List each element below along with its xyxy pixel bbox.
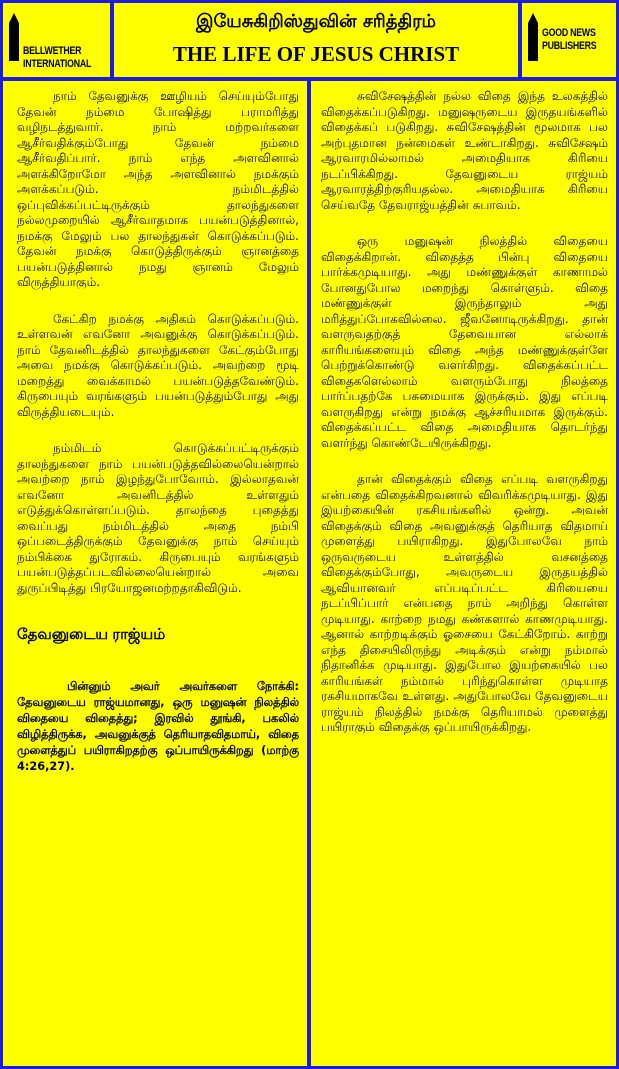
paragraph: தான் விதைக்கும் விதை எப்படி வளருகிறது என்பதை விதைக்கிறவனால் விவரிக்கமுடியாது. இது இயற்கையின் ரகசியங்களில் ஒன்று. அவன் விதைக்கும் விதை அவனுக்குத் தெரியாத விதமாய் முளைத்து பயிராகிறது. இதுபோலவே நாம் ஒருவருடைய உள்ளத்தில் வசனத்தை விதைக்கும்போது, அவருடைய இருதயத்தில் ஆவியானவர் எப்படிப்பட்ட கிரியையை நடப்பிப்பார் என்பதை நாம் அறிந்து கொள்ள முடியாது. காற்றை நமது கண்களால் காணமுடியாது. ஆனால் காற்றடிக்கும் ஓசையை கேட்கிறோம். காற்று எந்த திசையிலிருந்து அடிக்கும் என்று நம்மால் நிதானிக்க முடியாது. இதுபோல இயற்கையில் பல காரியங்கள் நம்மால் புரிந்துகொள்ள முடியாத ரகசியமாகவே உள்ளது. அதுபோலவே தேவனுடைய ராஜ்யம் நிலத்தில் நமக்கு தெரியாமல் முளைத்து பயிராகும் விதைக்கு ஒப்பாயிருக்கிறது. — [321, 472, 608, 734]
title-tamil: இயேசுகிறிஸ்துவின் சரித்திரம் — [195, 11, 437, 32]
bellwether-logo-text: BELLWETHER INTERNATIONAL — [23, 45, 92, 70]
bellwether-logo — [3, 3, 110, 77]
paragraph: நாம் தேவனுக்கு ஊழியம் செய்யும்போது தேவன் நம்மை போஷித்து பராமரித்து வழிநடத்துவார். நாம் மற்றவர்களை ஆசீர்வதிக்கும்போது தேவன் நம்மை ஆசீர்வதிப்பார். நாம் எந்த அளவினால் அளக்கிறோமோ அந்த அளவினால் நமக்கும் அளக்கப்படும். நம்மிடத்தில் ஒப்புவிக்கப்பட்டிருக்கும் தாலந்துகளை நல்லமுறையில் ஆசீர்வாதமாக பயன்படுத்தினால், நமக்கு மேலும் பல தாலந்துகள் கொடுக்கப்படும். தேவன் நமக்கு கொடுத்திருக்கும் ஞானத்தை பயன்படுத்தினால் நமது ஞானம் மேலும் விருத்தியாகும். — [17, 89, 299, 289]
paragraph: சுவிசேஷத்தின் நல்ல விதை இந்த உலகத்தில் விதைக்கப்படுகிறது. மனுஷருடைய இருதயங்களில் விதைக்கப் படுகிறது. சுவிசேஷத்தின் மூலமாக பல அற்புதமான நன்மைகள் உண்டாகிறது. சுவிசேஷம் ஆரவாரமில்லாமல் அமைதியாக கிரியை நடப்பிக்கிறது. தேவனுடைய ராஜ்யம் ஆரவாரத்திற்குரியதல்ல. அமைதியாக கிரியை செய்வதே தேவராஜ்யத்தின் சுபாவம். — [321, 89, 608, 212]
title-banner — [114, 3, 518, 77]
left-column — [3, 81, 307, 1066]
good-news-logo-text: GOOD NEWS PUBLISHERS — [542, 27, 597, 52]
bible-verse: பின்னும் அவர் அவர்களை நோக்கி: தேவனுடைய ராஜ்யமானது, ஒரு மனுஷன் நிலத்தில் விதையை விதைத்து; இரவில் தூங்கி, பகலில் விழித்திருக்க, அவனுக்குத் தெரியாதவிதமாய், விதை முளைத்துப் பயிராகிறதற்கு ஒப்பாயிருக்கிறது (மாற்கு 4:26,27). — [17, 680, 299, 773]
paragraph: நம்மிடம் கொடுக்கப்பட்டிருக்கும் தாலந்துகளை நாம் பயன்படுத்தவில்லையென்றால் அவற்றை நாம் இழந்துபோவோம். இல்லாதவன் எவனோ அவனிடத்தில் உள்ளதும் எடுத்துக்கொள்ளப்படும். தாலந்தை புதைத்து வைப்பது நம்மிடத்தில் அதை நம்பி ஒப்படைத்திருக்கும் தேவனுக்கு நாம் செய்யும் நம்பிக்கை துரோகம். கிருபையும் வரங்களும் பயன்படுத்தப்படவில்லையென்றால் அவை துருப்பிடித்து பிரயோஜனமற்றதாகிவிடும். — [17, 441, 299, 595]
section-heading: தேவனுடைய ராஜ்யம் — [17, 626, 166, 643]
paragraph: கேட்கிற நமக்கு அதிகம் கொடுக்கப்படும். உள்ளவன் எவனோ அவனுக்கு கொடுக்கப்படும். நாம் தேவனிடத்தில் தாலந்துகளை கேட்கும்போது அவை நமக்கு கொடுக்கப்படும். அவற்றை மூடி மறைத்து வைக்காமல் பயன்படுத்தவேண்டும். கிருபையும் வரங்களும் பயன்படுத்தும்போது அது விருத்தியடையும். — [17, 311, 299, 419]
paragraph: ஒரு மனுஷன் நிலத்தில் விதையை விதைக்கிறான். விதைத்த பின்பு விதையை பார்க்கமுடியாது. அது மண்ணுக்குள் காணாமல் போனதுபோல மறைந்து கொள்ளும். விதை மண்ணுக்குள் இருந்தாலும் அது மரித்துப்போகவில்லை. ஜீவனோடிருக்கிறது. தான் வளருவதற்குத் தேவையான எல்லாக் காரியங்களையும் விதை அந்த மண்ணுக்குள்ளே பெற்றுக்கொண்டு வளர்கிறது. விதைக்கப்பட்ட விதைகளெல்லாம் வளரும்போது நிலத்தை பார்ப்பதற்கே பசுமையாக இருக்கும். இது எப்படி வளருகிறது என்று நமக்கு ஆச்சரியமாக இருக்கும். விதைக்கப்பட்ட விதை அமைதியாக தொடர்ந்து வளர்ந்து கொண்டேயிருக்கிறது. — [321, 234, 608, 450]
right-column — [311, 81, 616, 1066]
good-news-logo — [522, 3, 616, 77]
title-english: THE LIFE OF JESUS CHRIST — [172, 42, 460, 66]
torch-icon — [528, 13, 538, 61]
torch-icon — [9, 13, 19, 61]
